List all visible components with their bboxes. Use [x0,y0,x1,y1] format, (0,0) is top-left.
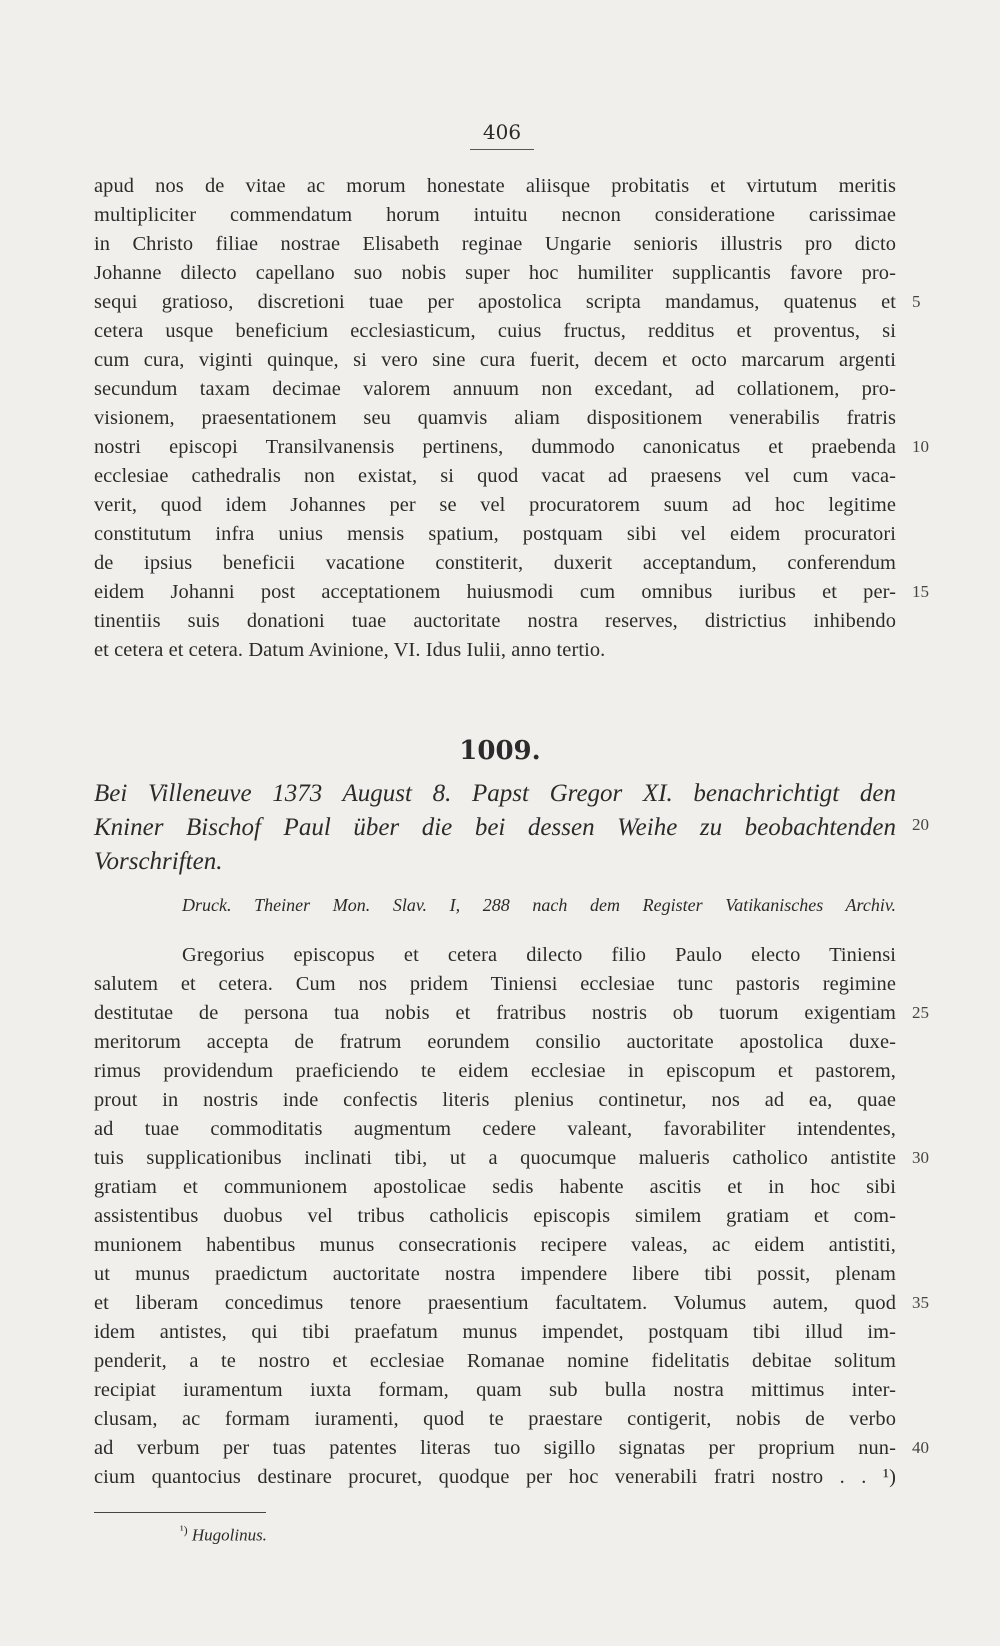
text-line: visionem, praesentationem seu quamvis aliam dispositionem venerabilis fratris [94,407,896,429]
text-line: gratiam et communionem apostolicae sedis habente ascitis et in hoc sibi [94,1176,896,1198]
line-number: 30 [912,1148,929,1167]
line-number: 20 [912,815,929,834]
text-line: cum cura, viginti quinque, si vero sine cura fuerit, decem et octo marcarum argenti [94,349,896,371]
text-line: penderit, a te nostro et ecclesiae Romanae nomine fidelitatis debitae solitum [94,1350,896,1372]
text-line: clusam, ac formam iuramenti, quod te praestare contigerit, nobis de verbo [94,1408,896,1430]
text-line: sequi gratioso, discretioni tuae per apostolica scripta mandamus, quatenus et [94,291,896,313]
text-line: multipliciter commendatum horum intuitu necnon consideratione carissimae [94,204,896,226]
footnote-text: Hugolinus. [191,1525,267,1545]
source-note: Druck. Theiner Mon. Slav. I, 288 nach dem Register Vatikanisches Archiv. [182,895,896,915]
line-number: 35 [912,1293,929,1312]
text-line: rimus providendum praeficiendo te eidem ecclesiae in episcopum et pastorem, [94,1060,896,1082]
text-line: secundum taxam decimae valorem annuum non excedant, ad collationem, pro- [94,378,896,400]
heading-line: Bei Villeneuve 1373 August 8. Papst Gregor XI. benachrichtigt den [94,780,896,807]
line-number: 25 [912,1003,929,1022]
text-line: idem antistes, qui tibi praefatum munus impendet, postquam tibi illud im- [94,1321,896,1343]
text-line: cetera usque beneficium ecclesiasticum, cuius fructus, redditus et proventus, si [94,320,896,342]
text-line: salutem et cetera. Cum nos pridem Tiniensi ecclesiae tunc pastoris regimine [94,973,896,995]
text-line: ad tuae commoditatis augmentum cedere valeant, favorabiliter intendentes, [94,1118,896,1140]
text-line: prout in nostris inde confectis literis plenius continetur, nos ad ea, quae [94,1089,896,1111]
footnote-marker: ¹) [180,1523,188,1537]
text-line: Johanne dilecto capellano suo nobis super hoc humiliter supplicantis favore pro- [94,262,896,284]
text-line: et liberam concedimus tenore praesentium facultatem. Volumus autem, quod [94,1292,896,1314]
heading-line: Vorschriften. [94,848,223,875]
text-line: nostri episcopi Transilvanensis pertinens, dummodo canonicatus et praebenda [94,436,896,458]
text-line: meritorum accepta de fratrum eorundem consilio auctoritate apostolica duxe- [94,1031,896,1053]
text-line: ut munus praedictum auctoritate nostra impendere libere tibi possit, plenam [94,1263,896,1285]
line-number: 5 [912,292,921,311]
text-line: constitutum infra unius mensis spatium, postquam sibi vel eidem procuratori [94,523,896,545]
text-line: de ipsius beneficii vacatione constiterit, duxerit acceptandum, conferendum [94,552,896,574]
text-line: tuis supplicationibus inclinati tibi, ut a quocumque malueris catholico antistite [94,1147,896,1169]
text-line: Gregorius episcopus et cetera dilecto filio Paulo electo Tiniensi [182,944,896,966]
text-line: recipiat iuramentum iuxta formam, quam sub bulla nostra mittimus inter- [94,1379,896,1401]
text-line: destitutae de persona tua nobis et fratribus nostris ob tuorum exigentiam [94,1002,896,1024]
line-number: 15 [912,582,929,601]
text-line: ecclesiae cathedralis non existat, si quod vacat ad praesens vel cum vaca- [94,465,896,487]
text-line: et cetera et cetera. Datum Avinione, VI. Idus Iulii, anno tertio. [94,639,606,661]
document-number: 1009. [459,736,541,766]
text-line: in Christo filiae nostrae Elisabeth reginae Ungarie senioris illustris pro dicto [94,233,896,255]
text-line: cium quantocius destinare procuret, quodque per hoc venerabili fratri nostro . . ¹) [94,1466,896,1488]
text-line: assistentibus duobus vel tribus catholicis episcopis similem gratiam et com- [94,1205,896,1227]
text-line: munionem habentibus munus consecrationis recipere valeas, ac eidem antistiti, [94,1234,896,1256]
text-line: apud nos de vitae ac morum honestate aliisque probitatis et virtutum meritis [94,175,896,197]
page-number: 406 [482,120,522,144]
page-number-rule [470,149,534,150]
line-number: 10 [912,437,929,456]
text-line: verit, quod idem Johannes per se vel procuratorem suum ad hoc legitime [94,494,896,516]
footnote-rule [94,1512,266,1513]
text-line: tinentiis suis donationi tuae auctoritate nostra reserves, districtius inhibendo [94,610,896,632]
line-number: 40 [912,1438,929,1457]
heading-line: Kniner Bischof Paul über die bei dessen Weihe zu beobachtenden [94,814,896,841]
footnote [180,1518,267,1548]
text-line: eidem Johanni post acceptationem huiusmodi cum omnibus iuribus et per- [94,581,896,603]
text-line: ad verbum per tuas patentes literas tuo sigillo signatas per proprium nun- [94,1437,896,1459]
